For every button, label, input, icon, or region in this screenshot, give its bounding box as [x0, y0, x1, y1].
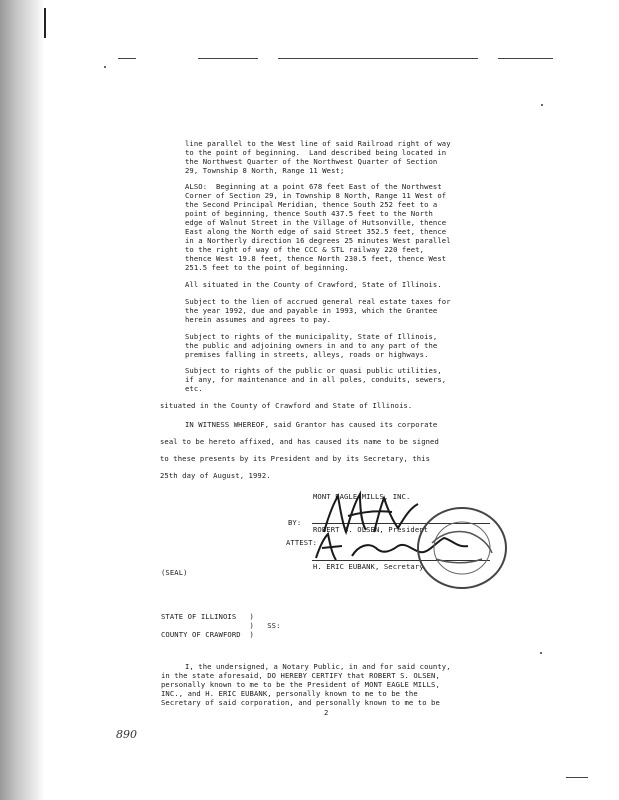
legal-text-line: to the right of way of the CCC & STL railway 220 feet, [185, 245, 425, 254]
legal-text-line: if any, for maintenance and in all poles, conduits, sewers, [185, 375, 447, 384]
legal-text-line: Subject to rights of the municipality, State of Illinois, [185, 332, 438, 341]
notary-text-line: INC., and H. ERIC EUBANK, personally known to me to be the [161, 689, 418, 698]
legal-text-line: the Second Principal Meridian, thence South 252 feet to a [185, 200, 438, 209]
legal-text-line: Subject to rights of the public or quasi public utilities, [185, 366, 442, 375]
scan-mark [566, 777, 588, 778]
witness-text-line: 25th day of August, 1992. [160, 471, 271, 480]
legal-text-line: 251.5 feet to the point of beginning. [185, 263, 349, 272]
legal-text-line: the year 1992, due and payable in 1993, which the Grantee [185, 306, 438, 315]
notary-text-line: Secretary of said corporation, and personally known to me to be [161, 698, 440, 707]
header-rule [198, 58, 258, 59]
corporate-seal [412, 503, 512, 593]
header-rule [278, 58, 478, 59]
attest-label: ATTEST: [286, 538, 317, 547]
legal-text-line: etc. [185, 384, 203, 393]
legal-text-line: line parallel to the West line of said Railroad right of way [185, 139, 451, 148]
legal-text-line: edge of Walnut Street in the Village of Hutsonville, thence [185, 218, 447, 227]
legal-text-line: Corner of Section 29, in Township 8 North, Range 11 West of [185, 191, 447, 200]
legal-text-line: Subject to the lien of accrued general real estate taxes for [185, 297, 451, 306]
company-name: MONT EAGLE MILLS, INC. [313, 492, 411, 501]
venue-county: COUNTY OF CRAWFORD ) [161, 630, 254, 639]
legal-text-line: 29, Township 8 North, Range 11 West; [185, 166, 345, 175]
legal-text-line: premises falling in streets, alleys, roads or highways. [185, 350, 429, 359]
page-number: 2 [324, 708, 329, 717]
legal-text-line: to the point of beginning. Land described being located in [185, 148, 447, 157]
legal-text-line: the public and adjoining owners in and to any part of the [185, 341, 438, 350]
legal-text-line: herein assumes and agrees to pay. [185, 315, 332, 324]
venue-state: STATE OF ILLINOIS ) [161, 612, 254, 621]
scan-speck [541, 104, 543, 106]
by-label: BY: [288, 518, 302, 527]
notary-text-line: I, the undersigned, a Notary Public, in and for said county, [185, 662, 451, 671]
seal-label: (SEAL) [161, 568, 188, 577]
venue-ss: ) SS: [161, 621, 281, 630]
witness-text-line: to these presents by its President and by its Secretary, this [160, 454, 431, 463]
notary-text-line: personally known to me to be the President of MONT EAGLE MILLS, [161, 680, 440, 689]
scan-edge-shadow [0, 0, 44, 800]
notary-text-line: in the state aforesaid, DO HEREBY CERTIFY that ROBERT S. OLSEN, [161, 671, 440, 680]
witness-text-line: IN WITNESS WHEREOF, said Grantor has caused its corporate [185, 420, 438, 429]
header-rule [498, 58, 553, 59]
legal-text-line: the Northwest Quarter of the Northwest Quarter of Section [185, 157, 438, 166]
legal-text-line: East along the North edge of said Street 352.5 feet, thence [185, 227, 447, 236]
handwritten-margin-note: 890 [116, 728, 137, 741]
legal-text-line: All situated in the County of Crawford, State of Illinois. [185, 280, 442, 289]
header-rule [118, 58, 136, 59]
scan-speck [104, 66, 106, 68]
legal-text-line: ALSO: Beginning at a point 678 feet East of the Northwest [185, 182, 442, 191]
legal-text-line: thence West 19.8 feet, thence North 230.5 feet, thence West [185, 254, 447, 263]
legal-text-line: point of beginning, thence South 437.5 feet to the North [185, 209, 433, 218]
legal-text-line: in a Northerly direction 16 degrees 25 minutes West parallel [185, 236, 451, 245]
scan-speck [540, 652, 542, 654]
president-name: ROBERT S. OLSEN, President [313, 525, 429, 534]
secretary-name: H. ERIC EUBANK, Secretary [313, 562, 424, 571]
legal-text-line: situated in the County of Crawford and State of Illinois. [160, 401, 413, 410]
binding-mark [44, 8, 46, 38]
witness-text-line: seal to be hereto affixed, and has caused its name to be signed [160, 437, 439, 446]
